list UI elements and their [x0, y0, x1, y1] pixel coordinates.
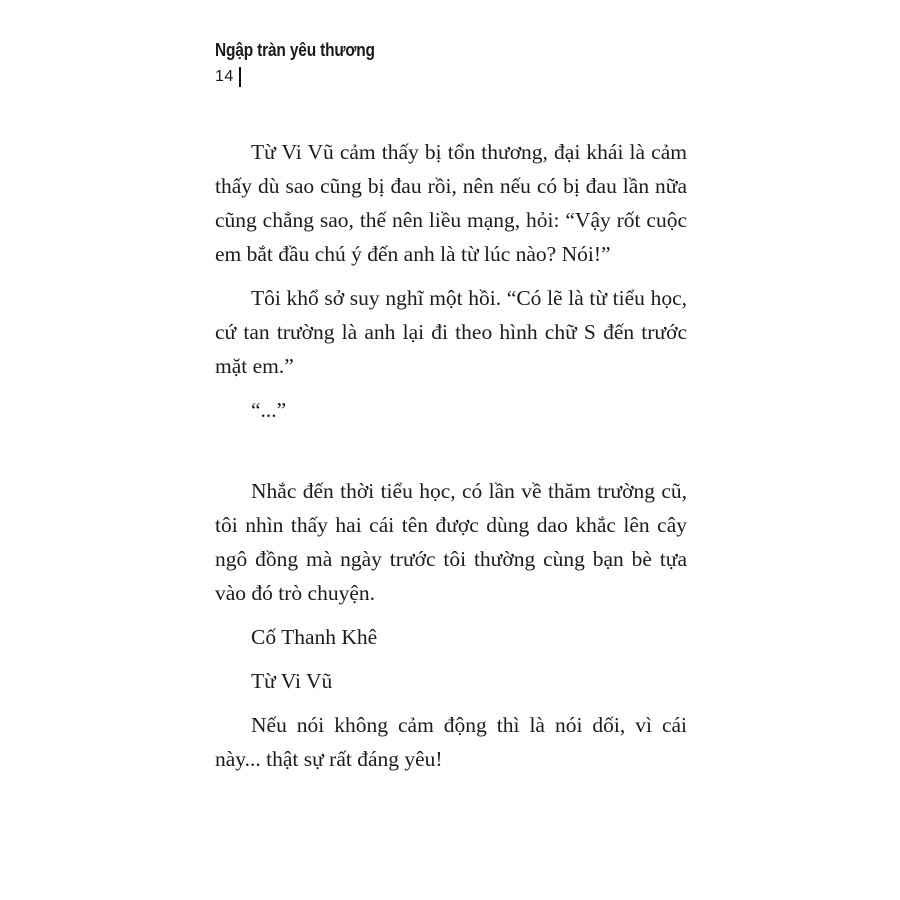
book-title: Ngập tràn yêu thương — [215, 40, 375, 60]
paragraph: Nhắc đến thời tiểu học, có lần về thăm trường cũ, tôi nhìn thấy hai cái tên được dùng dao khắc lên cây ngô đồng mà ngày trước tôi thường cùng bạn bè tựa vào đó trò chuyện. — [215, 479, 687, 605]
body-text — [215, 135, 687, 776]
paragraph: Tôi khổ sở suy nghĩ một hồi. “Có lẽ là từ tiểu học, cứ tan trường là anh lại đi theo hình chữ S đến trước mặt em.” — [215, 286, 687, 378]
header-vertical-rule — [239, 67, 241, 87]
paragraph: Nếu nói không cảm động thì là nói dối, vì cái này... thật sự rất đáng yêu! — [215, 713, 687, 771]
paragraph: Từ Vi Vũ — [251, 669, 333, 693]
paragraph: Cố Thanh Khê — [251, 625, 378, 649]
running-header — [215, 38, 401, 88]
page-number-row — [215, 66, 401, 88]
paragraph: “...” — [251, 398, 287, 422]
paragraph: Từ Vi Vũ cảm thấy bị tổn thương, đại khái là cảm thấy dù sao cũng bị đau rồi, nên nếu có bị đau lần nữa cũng chẳng sao, thế nên liều mạng, hỏi: “Vậy rốt cuộc em bắt đầu chú ý đến anh là từ lúc nào? Nói!” — [215, 140, 687, 266]
page-number: 14 — [215, 68, 234, 85]
